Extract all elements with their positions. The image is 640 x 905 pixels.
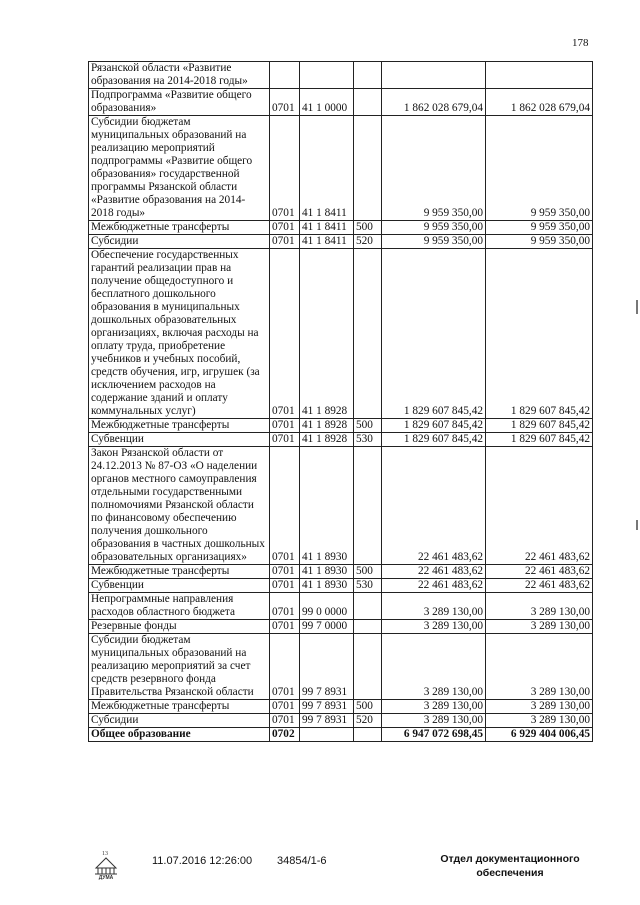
amount-2: 9 959 350,00 [486, 116, 593, 221]
amount-1 [382, 62, 486, 89]
expense-type [354, 447, 382, 565]
target-code: 41 1 8930 [300, 565, 354, 579]
table-row [89, 565, 593, 579]
table-row [89, 634, 593, 700]
table-row [89, 419, 593, 433]
amount-2: 1 829 607 845,42 [486, 249, 593, 419]
table-row [89, 593, 593, 620]
section-code: 0701 [270, 565, 300, 579]
amount-2: 22 461 483,62 [486, 565, 593, 579]
target-code: 41 1 8928 [300, 433, 354, 447]
item-name: Межбюджетные трансферты [89, 419, 270, 433]
section-code: 0701 [270, 433, 300, 447]
item-name: Субсидии [89, 235, 270, 249]
table-row [89, 116, 593, 221]
item-name: Субвенции [89, 433, 270, 447]
logo-number: 13 [102, 851, 108, 857]
amount-1: 3 289 130,00 [382, 593, 486, 620]
footer-department [430, 852, 590, 880]
amount-2: 9 959 350,00 [486, 221, 593, 235]
expense-type [354, 89, 382, 116]
amount-1: 22 461 483,62 [382, 579, 486, 593]
target-code: 99 0 0000 [300, 593, 354, 620]
amount-1: 9 959 350,00 [382, 116, 486, 221]
amount-1: 1 829 607 845,42 [382, 433, 486, 447]
amount-1: 3 289 130,00 [382, 634, 486, 700]
footer-date-time: 11.07.2016 12:26:00 [152, 855, 253, 867]
amount-1: 6 947 072 698,45 [382, 728, 486, 742]
table-row [89, 728, 593, 742]
target-code: 41 1 8411 [300, 116, 354, 221]
page-number: 178 [572, 37, 589, 49]
table-row [89, 221, 593, 235]
expense-type [354, 249, 382, 419]
table-row [89, 620, 593, 634]
item-name: Подпрограмма «Развитие общего образования» [89, 89, 270, 116]
amount-1: 3 289 130,00 [382, 700, 486, 714]
item-name: Субсидии бюджетам муниципальных образований на реализацию мероприятий подпрограммы «Развитие общего образования» государственной программы Рязанской области «Развитие образования на 2014-2018 годы» [89, 116, 270, 221]
budget-table [88, 61, 593, 742]
section-code: 0701 [270, 620, 300, 634]
section-code: 0701 [270, 235, 300, 249]
expense-type: 500 [354, 565, 382, 579]
expense-type [354, 634, 382, 700]
section-code: 0701 [270, 116, 300, 221]
target-code: 41 1 8411 [300, 235, 354, 249]
expense-type: 530 [354, 579, 382, 593]
department-line-1: Отдел документационного [440, 853, 580, 865]
item-name: Субсидии бюджетам муниципальных образований на реализацию мероприятий за счет средств резервного фонда Правительства Рязанской области [89, 634, 270, 700]
expense-type: 500 [354, 700, 382, 714]
table-row [89, 89, 593, 116]
item-name: Резервные фонды [89, 620, 270, 634]
amount-1: 22 461 483,62 [382, 447, 486, 565]
item-name: Субвенции [89, 579, 270, 593]
amount-1: 1 829 607 845,42 [382, 249, 486, 419]
item-name: Субсидии [89, 714, 270, 728]
department-line-2: обеспечения [476, 867, 544, 879]
expense-type: 520 [354, 714, 382, 728]
amount-2: 3 289 130,00 [486, 700, 593, 714]
expense-type [354, 62, 382, 89]
section-code: 0701 [270, 89, 300, 116]
item-name: Обеспечение государственных гарантий реализации прав на получение общедоступного и бесплатного дошкольного образования в муниципальных дошкольных образовательных организациях, включая расходы на оплату труда, приобретение учебников и учебных пособий, средств обучения, игр, игрушек (за исключением расходов на содержание зданий и оплату коммунальных услуг) [89, 249, 270, 419]
amount-1: 22 461 483,62 [382, 565, 486, 579]
section-code: 0701 [270, 593, 300, 620]
section-code: 0701 [270, 447, 300, 565]
amount-2: 1 829 607 845,42 [486, 433, 593, 447]
section-code: 0701 [270, 221, 300, 235]
section-code: 0701 [270, 579, 300, 593]
target-code [300, 728, 354, 742]
table-row [89, 700, 593, 714]
logo-text: ДУМА [98, 875, 114, 880]
amount-1: 3 289 130,00 [382, 620, 486, 634]
expense-type [354, 593, 382, 620]
target-code: 41 1 8928 [300, 419, 354, 433]
amount-2: 3 289 130,00 [486, 634, 593, 700]
amount-2: 6 929 404 006,45 [486, 728, 593, 742]
target-code: 41 1 8411 [300, 221, 354, 235]
expense-type: 530 [354, 433, 382, 447]
expense-type [354, 620, 382, 634]
item-name: Непрограммные направления расходов областного бюджета [89, 593, 270, 620]
table-row [89, 433, 593, 447]
expense-type: 500 [354, 221, 382, 235]
section-code: 0701 [270, 419, 300, 433]
table-row [89, 714, 593, 728]
amount-1: 1 862 028 679,04 [382, 89, 486, 116]
item-name: Закон Рязанской области от 24.12.2013 № 87-ОЗ «О наделении органов местного самоуправления отдельными государственными полномочиями Рязанской области по финансовому обеспечению получения дошкольного образования в частных дошкольных образовательных организациях» [89, 447, 270, 565]
target-code: 99 7 8931 [300, 714, 354, 728]
amount-2: 22 461 483,62 [486, 447, 593, 565]
amount-2: 22 461 483,62 [486, 579, 593, 593]
target-code: 41 1 8930 [300, 447, 354, 565]
target-code: 41 1 8930 [300, 579, 354, 593]
amount-1: 9 959 350,00 [382, 221, 486, 235]
amount-2 [486, 62, 593, 89]
section-code: 0701 [270, 249, 300, 419]
scan-edge-mark [636, 300, 638, 314]
scan-edge-mark [636, 520, 638, 530]
expense-type: 520 [354, 235, 382, 249]
amount-1: 9 959 350,00 [382, 235, 486, 249]
target-code: 41 1 0000 [300, 89, 354, 116]
expense-type [354, 116, 382, 221]
section-code: 0701 [270, 634, 300, 700]
table-row [89, 447, 593, 565]
amount-2: 3 289 130,00 [486, 714, 593, 728]
target-code: 41 1 8928 [300, 249, 354, 419]
table-row [89, 235, 593, 249]
amount-2: 1 862 028 679,04 [486, 89, 593, 116]
amount-1: 3 289 130,00 [382, 714, 486, 728]
amount-2: 9 959 350,00 [486, 235, 593, 249]
expense-type [354, 728, 382, 742]
section-code: 0702 [270, 728, 300, 742]
item-name: Межбюджетные трансферты [89, 221, 270, 235]
table-row [89, 62, 593, 89]
footer-doc-code: 34854/1-6 [277, 855, 327, 867]
section-code: 0701 [270, 714, 300, 728]
item-name: Межбюджетные трансферты [89, 565, 270, 579]
target-code [300, 62, 354, 89]
table-row [89, 249, 593, 419]
duma-logo-icon [92, 848, 120, 880]
target-code: 99 7 8931 [300, 700, 354, 714]
item-name: Рязанской области «Развитие образования на 2014-2018 годы» [89, 62, 270, 89]
amount-2: 3 289 130,00 [486, 620, 593, 634]
amount-1: 1 829 607 845,42 [382, 419, 486, 433]
target-code: 99 7 0000 [300, 620, 354, 634]
expense-type: 500 [354, 419, 382, 433]
target-code: 99 7 8931 [300, 634, 354, 700]
item-name: Общее образование [89, 728, 270, 742]
table-row [89, 579, 593, 593]
amount-2: 1 829 607 845,42 [486, 419, 593, 433]
amount-2: 3 289 130,00 [486, 593, 593, 620]
item-name: Межбюджетные трансферты [89, 700, 270, 714]
section-code: 0701 [270, 700, 300, 714]
section-code [270, 62, 300, 89]
